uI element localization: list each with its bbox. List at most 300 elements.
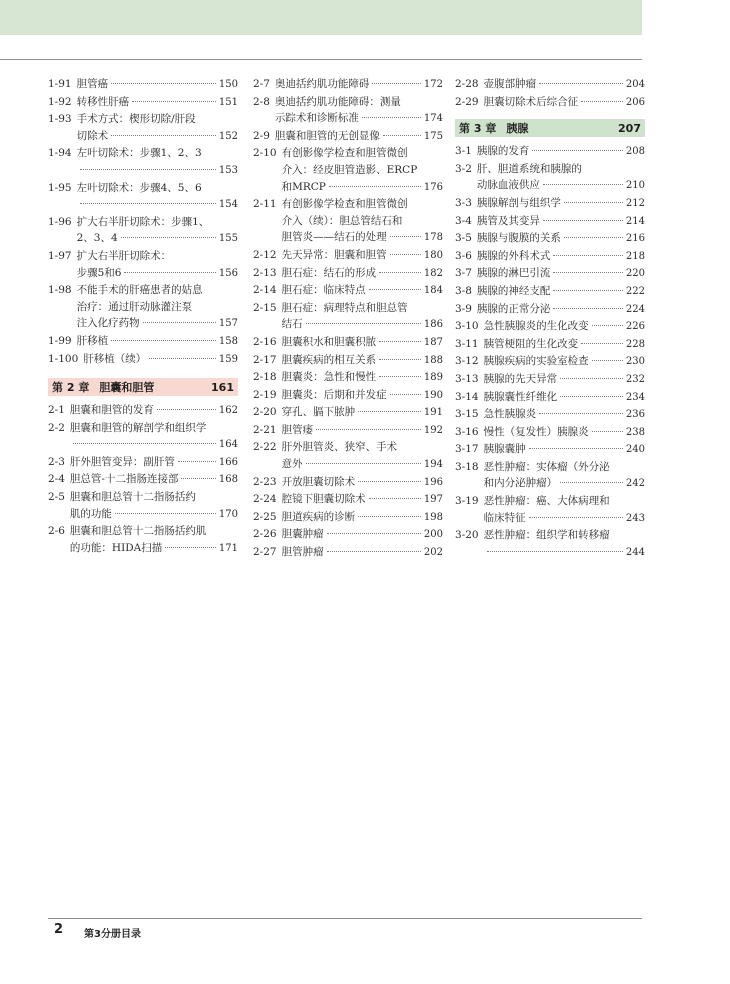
dot-leader: [358, 516, 421, 517]
toc-entry-continuation: [455, 475, 645, 493]
dot-leader: [111, 135, 216, 136]
entry-number: 1-100: [48, 352, 79, 365]
toc-list: [455, 76, 645, 111]
dot-leader: [132, 101, 216, 102]
toc-entry-line: [455, 301, 645, 319]
toc-entry-continuation: [253, 179, 443, 197]
entry-title: 胰腺的淋巴引流: [476, 267, 551, 280]
toc-entry-line: [455, 283, 645, 301]
entry-number: 2-6: [48, 525, 65, 538]
header-band: [0, 0, 642, 35]
entry-page: 182: [423, 267, 443, 279]
entry-title: 示踪术和诊断标准: [274, 112, 359, 125]
chapter-label: 第 3 章: [459, 122, 497, 136]
toc-entry-line: [48, 420, 238, 437]
toc-entry-line: [253, 76, 443, 94]
entry-title: 胆管癌: [76, 78, 109, 90]
toc-entry: [455, 389, 645, 407]
entry-page: 156: [218, 267, 238, 279]
toc-entry-line: [455, 353, 645, 371]
toc-entry-line: [253, 369, 443, 387]
entry-page: 194: [423, 459, 443, 471]
entry-title: 胆石症：临床特点: [281, 284, 366, 297]
toc-entry: [455, 424, 645, 442]
entry-page: 212: [625, 197, 645, 209]
toc-entry: [253, 526, 443, 544]
toc-entry-continuation: [253, 110, 443, 128]
toc-entry: [455, 265, 645, 283]
entry-number: 2-27: [253, 546, 277, 559]
entry-number: 3-10: [455, 320, 479, 333]
entry-page: 216: [625, 233, 645, 245]
dot-leader: [560, 482, 623, 483]
dot-leader: [111, 83, 216, 84]
toc-entry-line: [455, 195, 645, 213]
entry-number: 1-99: [48, 334, 72, 347]
entry-page: 170: [218, 508, 238, 520]
entry-number: 3-1: [455, 145, 472, 158]
entry-page: 176: [423, 181, 443, 193]
entry-title: 开放胆囊切除术: [281, 475, 356, 488]
entry-title: 肌的功能: [69, 507, 112, 520]
entry-title: 奥迪括约肌功能障碍：测量: [274, 95, 401, 108]
toc-entry-line: [455, 493, 645, 510]
toc-entry: [455, 248, 645, 266]
chapter-label: 第 2 章: [52, 381, 90, 395]
entry-page: 242: [625, 478, 645, 490]
entry-number: 2-8: [253, 95, 270, 108]
dot-leader: [115, 513, 216, 514]
dot-leader: [329, 186, 421, 187]
toc-entry-line: [253, 474, 443, 492]
toc-entry-continuation: [48, 196, 238, 214]
entry-title: 肝移植: [76, 334, 109, 347]
entry-number: 1-91: [48, 78, 72, 90]
toc-entry-continuation: [48, 128, 238, 146]
entry-number: 2-19: [253, 388, 277, 401]
toc-entry: [455, 230, 645, 248]
entry-page: 214: [625, 215, 645, 227]
toc-entry-line: [253, 404, 443, 422]
entry-title: 有创影像学检查和胆管微创: [281, 147, 408, 160]
entry-page: 224: [625, 303, 645, 315]
entry-title: 胰腺解剖与组织学: [476, 196, 561, 209]
entry-number: 3-14: [455, 390, 479, 403]
toc-entry-line: [253, 282, 443, 300]
toc-entry-continuation: [455, 177, 645, 195]
dot-leader: [80, 203, 216, 204]
toc-entry-line: [455, 318, 645, 336]
entry-title: 步骤5和6: [76, 266, 122, 279]
toc-entry: [48, 94, 238, 112]
toc-entry: [48, 471, 238, 489]
toc-entry-continuation: [455, 510, 645, 528]
toc-entry: [455, 301, 645, 319]
entry-title: 动脉血液供应: [476, 179, 540, 192]
dot-leader: [316, 429, 421, 430]
entry-title: 切除术: [76, 129, 109, 142]
entry-page: 178: [423, 232, 443, 244]
entry-number: 2-14: [253, 284, 277, 297]
entry-title: 和内分泌肿瘤）: [483, 477, 558, 490]
chapter-page: 161: [211, 380, 234, 394]
dot-leader: [560, 396, 623, 397]
entry-page: 218: [625, 250, 645, 262]
entry-number: 2-12: [253, 248, 277, 261]
entry-title: 介入（续）：胆总管结石和: [281, 214, 403, 227]
dot-leader: [369, 289, 421, 290]
entry-title: 肝外胆管炎、狭窄、手术: [281, 441, 398, 454]
entry-number: 1-93: [48, 113, 72, 126]
toc-entry: [253, 439, 443, 473]
dot-leader: [362, 117, 421, 118]
entry-title: 不能手术的肝癌患者的姑息: [76, 284, 203, 297]
toc-entry-continuation: [48, 436, 238, 454]
toc-entry: [253, 265, 443, 283]
toc-entry-line: [48, 523, 238, 540]
entry-page: 234: [625, 391, 645, 403]
entry-number: 3-15: [455, 408, 479, 421]
entry-page: 189: [423, 372, 443, 384]
entry-title: 胆囊炎：后期和并发症: [281, 388, 387, 401]
entry-page: 174: [423, 113, 443, 125]
entry-page: 188: [423, 354, 443, 366]
dot-leader: [543, 220, 623, 221]
entry-number: 2-29: [455, 95, 479, 108]
dot-leader: [358, 411, 421, 412]
entry-page: 171: [218, 542, 238, 554]
entry-number: 1-96: [48, 215, 72, 228]
toc-entry: [48, 282, 238, 333]
toc-entry: [455, 213, 645, 231]
toc-entry-line: [253, 387, 443, 405]
toc-entry: [455, 336, 645, 354]
entry-page: 230: [625, 356, 645, 368]
dot-leader: [390, 236, 421, 237]
entry-title: 扩大右半肝切除术：: [76, 249, 172, 262]
toc-entry: [455, 493, 645, 527]
toc-entry: [253, 544, 443, 562]
toc-entry-line: [455, 336, 645, 354]
toc-entry-line: [253, 544, 443, 562]
toc-entry-line: [253, 94, 443, 111]
entry-title: 急性胰腺炎的生化改变: [483, 320, 589, 333]
dot-leader: [358, 481, 421, 482]
toc-entry-line: [253, 526, 443, 544]
toc-entry-continuation: [48, 506, 238, 524]
entry-number: 2-17: [253, 353, 277, 366]
toc-entry-continuation: [48, 299, 238, 316]
toc-entry: [48, 76, 238, 94]
dot-leader: [592, 325, 623, 326]
dot-leader: [564, 237, 623, 238]
entry-title: 左叶切除术：步骤4、5、6: [76, 181, 202, 194]
dot-leader: [487, 551, 623, 552]
entry-page: 180: [423, 249, 443, 261]
chapter-title: 胆囊和胆管: [99, 381, 155, 395]
toc-entry-line: [48, 145, 238, 162]
entry-number: 3-20: [455, 529, 479, 542]
toc-entry: [253, 509, 443, 527]
entry-title: 和MRCP: [281, 180, 326, 193]
entry-title: 胆道疾病的诊断: [281, 510, 356, 523]
toc-entry-line: [48, 180, 238, 197]
entry-title: 有创影像学检查和胆管微创: [281, 198, 408, 211]
toc-entry-line: [48, 489, 238, 506]
toc-entry: [253, 369, 443, 387]
dot-leader: [529, 448, 623, 449]
entry-number: 3-9: [455, 302, 472, 315]
toc-column-2: [253, 76, 443, 562]
entry-page: 153: [218, 164, 238, 176]
dot-leader: [327, 551, 421, 552]
entry-page: 184: [423, 285, 443, 297]
entry-title: 注入化疗药物: [76, 317, 140, 330]
toc-entry: [48, 111, 238, 145]
dot-leader: [543, 184, 623, 185]
entry-page: 236: [625, 409, 645, 421]
entry-title: 胆囊和胆总管十二指肠括约肌: [69, 525, 207, 538]
entry-page: 238: [625, 426, 645, 438]
toc-entry-line: [48, 282, 238, 299]
entry-number: 2-4: [48, 473, 65, 486]
entry-number: 1-92: [48, 95, 72, 108]
toc-entry: [253, 196, 443, 247]
entry-number: 3-7: [455, 267, 472, 280]
toc-entry: [48, 351, 238, 369]
entry-number: 2-9: [253, 129, 270, 142]
dot-leader: [379, 359, 421, 360]
entry-number: 2-25: [253, 510, 277, 523]
toc-entry: [253, 352, 443, 370]
entry-page: 150: [218, 79, 238, 90]
entry-title: 肝外胆管变异：副肝管: [69, 455, 175, 468]
dot-leader: [124, 272, 215, 273]
entry-page: 192: [423, 424, 443, 436]
toc-entry: [253, 282, 443, 300]
entry-title: 转移性肝癌: [76, 95, 130, 108]
toc-entry-line: [253, 491, 443, 509]
entry-number: 2-15: [253, 301, 277, 314]
toc-entry: [48, 214, 238, 248]
entry-title: 介入：经皮胆管造影、ERCP: [281, 163, 418, 176]
entry-title: 胆石症：病理特点和胆总管: [281, 301, 408, 314]
entry-title: 的功能：HIDA扫描: [69, 541, 163, 554]
dot-leader: [581, 343, 623, 344]
toc-entry: [455, 527, 645, 561]
entry-number: 2-11: [253, 198, 277, 211]
toc-entry-line: [48, 214, 238, 231]
entry-page: 159: [218, 353, 238, 365]
entry-page: 151: [218, 96, 238, 108]
entry-title: 胰腺的发育: [476, 145, 530, 158]
entry-title: 腔镜下胆囊切除术: [281, 493, 366, 506]
entry-page: 244: [625, 546, 645, 558]
dot-leader: [73, 443, 216, 444]
entry-page: 166: [218, 456, 238, 468]
toc-entry: [253, 76, 443, 94]
entry-title: 恶性肿瘤：癌、大体病理和: [483, 495, 610, 508]
toc-list: [253, 76, 443, 562]
entry-title: 结石: [281, 318, 303, 331]
entry-title: 恶性肿瘤：组织学和转移瘤: [483, 529, 610, 542]
toc-entry-line: [253, 265, 443, 283]
dot-leader: [553, 308, 622, 309]
toc-entry-line: [48, 76, 238, 94]
footer-rule: [48, 918, 642, 919]
entry-number: 2-10: [253, 147, 277, 160]
toc-entry-line: [253, 439, 443, 456]
dot-leader: [560, 378, 623, 379]
entry-page: 210: [625, 180, 645, 192]
toc-entry: [253, 474, 443, 492]
toc-entry-continuation: [48, 162, 238, 180]
entry-title: 扩大右半肝切除术：步骤1、: [76, 215, 210, 228]
entry-number: 3-18: [455, 460, 479, 473]
entry-page: 190: [423, 389, 443, 401]
entry-page: 232: [625, 373, 645, 385]
entry-page: 157: [218, 318, 238, 330]
dot-leader: [553, 290, 622, 291]
toc-entry-line: [253, 352, 443, 370]
toc-entry: [253, 491, 443, 509]
entry-title: 胆囊积水和胆囊积脓: [281, 335, 377, 348]
toc-entry-line: [253, 422, 443, 440]
entry-page: 220: [625, 268, 645, 280]
toc-entry: [253, 334, 443, 352]
entry-page: 162: [218, 405, 238, 417]
entry-number: 2-3: [48, 455, 65, 468]
entry-title: 肝移植（续）: [83, 352, 147, 365]
entry-title: 胰腺的外科术式: [476, 249, 551, 262]
dot-leader: [178, 461, 216, 462]
dot-leader: [379, 341, 421, 342]
entry-number: 1-95: [48, 181, 72, 194]
entry-number: 2-21: [253, 423, 277, 436]
entry-title: 胆囊切除术后综合征: [483, 95, 579, 108]
entry-title: 胆总管-十二指肠连接部: [69, 473, 179, 486]
entry-title: 胆囊和胆管的无创显像: [274, 129, 380, 142]
dot-leader: [369, 498, 421, 499]
entry-page: 206: [625, 96, 645, 108]
entry-title: 胆囊和胆管的解剖学和组织学: [69, 421, 207, 434]
toc-entry: [48, 333, 238, 351]
entry-number: 2-2: [48, 421, 65, 434]
toc-entry: [253, 94, 443, 128]
dot-leader: [592, 431, 623, 432]
footer-page-number: 2: [54, 922, 64, 937]
chapter-title: 胰腺: [506, 122, 529, 136]
toc-entry-line: [48, 94, 238, 112]
entry-page: 240: [625, 444, 645, 456]
entry-title: 胆石症：结石的形成: [281, 266, 377, 279]
dot-leader: [539, 413, 623, 414]
entry-page: 191: [423, 407, 443, 419]
toc-column-1: [48, 76, 238, 557]
entry-title: 手术方式：楔形切除/肝段: [76, 113, 196, 126]
dot-leader: [111, 340, 216, 341]
entry-page: 243: [625, 512, 645, 524]
toc-entry-line: [253, 128, 443, 146]
entry-title: 胰腺的神经支配: [476, 284, 551, 297]
entry-number: 2-13: [253, 266, 277, 279]
entry-title: 恶性肿瘤：实体瘤（外分泌: [483, 460, 610, 473]
entry-title: 胰腺的先天异常: [483, 372, 558, 385]
dot-leader: [181, 478, 215, 479]
entry-title: 胆囊疾病的相互关系: [281, 353, 377, 366]
toc-entry: [455, 441, 645, 459]
toc-entry: [48, 420, 238, 454]
entry-title: 胰腺囊肿: [483, 443, 526, 456]
toc-entry-line: [48, 471, 238, 489]
entry-title: 穿孔、膈下脓肿: [281, 406, 356, 419]
toc-entry: [253, 247, 443, 265]
dot-leader: [383, 135, 421, 136]
entry-number: 2-26: [253, 528, 277, 541]
entry-number: 2-24: [253, 493, 277, 506]
toc-entry-line: [48, 351, 238, 369]
toc-entry-line: [455, 389, 645, 407]
toc-entry-line: [455, 527, 645, 544]
toc-entry: [455, 459, 645, 493]
entry-title: 胰管及其变异: [476, 214, 540, 227]
toc-entry-continuation: [48, 265, 238, 283]
entry-title: 胆管肿瘤: [281, 546, 324, 559]
entry-page: 228: [625, 338, 645, 350]
entry-number: 2-28: [455, 78, 479, 90]
toc-entry: [455, 195, 645, 213]
dot-leader: [157, 409, 216, 410]
toc-entry-continuation: [48, 540, 238, 558]
toc-entry: [455, 353, 645, 371]
entry-number: 2-23: [253, 475, 277, 488]
toc-entry: [48, 489, 238, 523]
entry-title: 治疗：通过肝动脉灌注泵: [76, 300, 193, 313]
dot-leader: [306, 463, 421, 464]
entry-title: 慢性（复发性）胰腺炎: [483, 425, 589, 438]
entry-title: 2、3、4: [76, 232, 118, 245]
entry-title: 壶腹部肿瘤: [483, 78, 537, 90]
toc-entry-continuation: [253, 162, 443, 179]
toc-list: [48, 76, 238, 368]
entry-page: 155: [218, 233, 238, 245]
toc-entry: [253, 404, 443, 422]
toc-entry-continuation: [253, 229, 443, 247]
entry-page: 196: [423, 476, 443, 488]
toc-entry: [48, 454, 238, 472]
entry-number: 3-19: [455, 495, 479, 508]
entry-title: 左叶切除术：步骤1、2、3: [76, 147, 202, 160]
entry-number: 1-94: [48, 147, 72, 160]
toc-entry: [253, 387, 443, 405]
toc-entry-line: [455, 406, 645, 424]
chapter-heading: [455, 119, 645, 137]
toc-entry-line: [253, 509, 443, 527]
entry-page: 154: [218, 199, 238, 211]
entry-title: 肝、胆道系统和胰腺的: [476, 162, 582, 175]
toc-entry-line: [253, 247, 443, 265]
entry-page: 186: [423, 319, 443, 331]
entry-number: 2-18: [253, 371, 277, 384]
dot-leader: [390, 254, 421, 255]
entry-title: 胰腺的正常分泌: [476, 302, 551, 315]
entry-title: 胰管梗阻的生化改变: [483, 337, 579, 350]
dot-leader: [553, 272, 622, 273]
entry-page: 175: [423, 130, 443, 142]
chapter-heading: [48, 378, 238, 396]
toc-entry-line: [253, 300, 443, 317]
toc-entry: [253, 145, 443, 196]
